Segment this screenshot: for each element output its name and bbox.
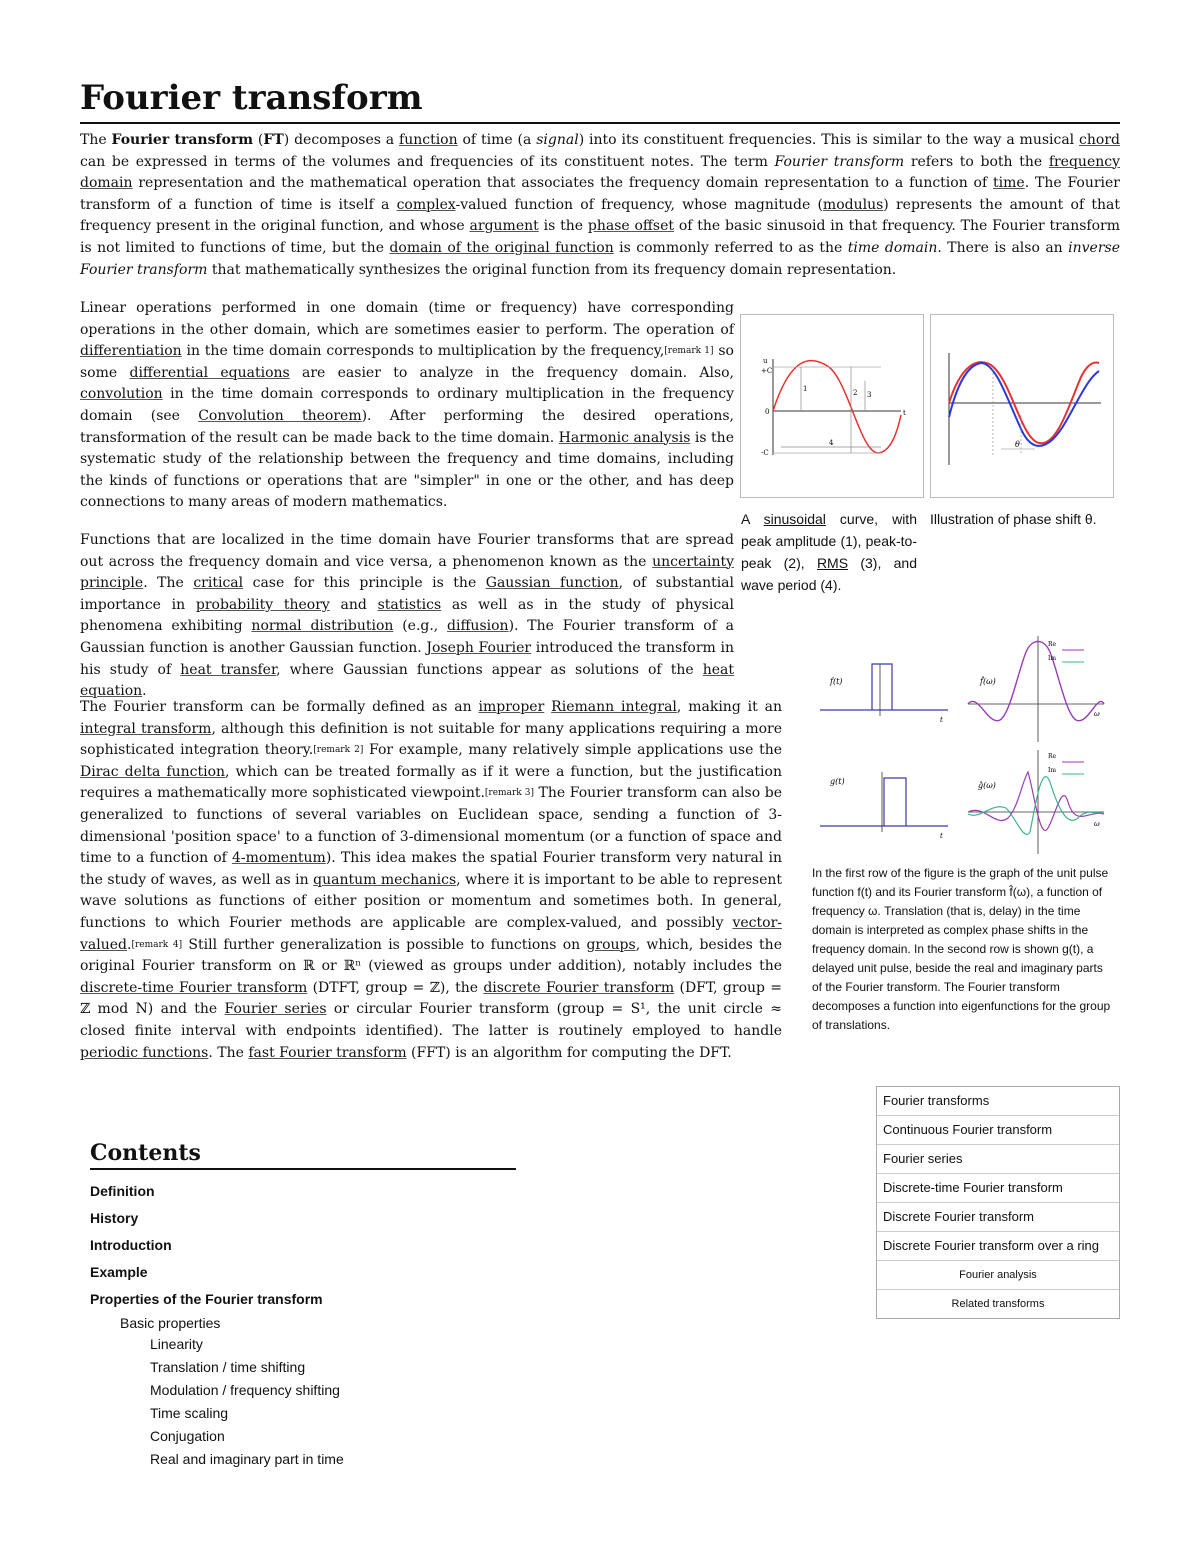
pulse-graphs [812, 632, 1112, 858]
gt-label: g(t) [830, 777, 845, 786]
link-groups[interactable]: groups [586, 936, 636, 953]
blue-wave [949, 363, 1099, 446]
gt-pulse [884, 778, 906, 826]
gt-t-label: t [940, 832, 943, 840]
link-fourier-series[interactable]: Fourier series [224, 1001, 327, 1018]
link-differential-equations[interactable]: differential equations [129, 364, 290, 381]
contents-title: Contents [90, 1140, 516, 1170]
link-heat-equation[interactable]: heat equation [80, 661, 734, 700]
link-4-momentum[interactable]: 4-momentum [232, 850, 326, 867]
link-dft[interactable]: discrete Fourier transform [483, 979, 675, 996]
sinusoid-caption: A sinusoidal curve, with peak amplitude (1), peak-to-peak (2), RMS (3), and wave period (4). [741, 511, 917, 593]
page-title: Fourier transform [80, 78, 1120, 124]
legend-re-bottom: Re [1048, 753, 1057, 760]
label-theta: θ [1015, 440, 1020, 449]
gw-omega-label: ω [1094, 820, 1100, 828]
link-function[interactable]: function [399, 132, 458, 148]
label-plus-c: +C [761, 367, 773, 375]
link-critical[interactable]: critical [193, 575, 244, 592]
navbox-item[interactable]: Continuous Fourier transform [877, 1116, 1119, 1145]
navbox-item[interactable]: Discrete-time Fourier transform [877, 1174, 1119, 1203]
fw-label: f̂(ω) [980, 677, 996, 686]
ft-pulse [872, 664, 892, 710]
link-time[interactable]: time [993, 175, 1025, 192]
link-domain[interactable]: domain of the original function [389, 239, 614, 256]
link-convolution[interactable]: convolution [80, 386, 163, 403]
phase-shift-figure[interactable] [930, 314, 1114, 498]
pulse-caption: In the first row of the figure is the graph of the unit pulse function f(t) and its Fourier transform f̂(ω), a function of frequency ω. Translation (that is, delay) in the time domain is interpreted as complex phase shifts in the frequency domain. In the second row is shown g(t), a delayed unit pulse, beside the real and imaginary parts of the Fourier transform. The Fourier transform decomposes a function into eigenfunctions for the group of translations. [812, 866, 1111, 1032]
link-complex[interactable]: complex [396, 196, 456, 213]
pulse-figure[interactable] [812, 632, 1112, 858]
remark-3[interactable]: [remark 3] [484, 788, 534, 799]
toc-basic-properties[interactable]: Basic properties [120, 1315, 221, 1331]
navbox-item[interactable]: Discrete Fourier transform over a ring [877, 1232, 1119, 1261]
sine-curve [773, 361, 901, 453]
label-minus-c: -C [761, 449, 769, 457]
intro-paragraph: The Fourier transform (FT) decomposes a function of time (a signal) into its constituent frequencies. This is similar to the way a musical chord can be expressed in terms of the volumes and frequencies of its constituent notes. The term Fourier transform refers to both the frequency domain representation and the mathematical operation that associates the frequency domain representation to a function of time. The Fourier transform of a function of time is itself a complex-valued function of frequency, whose magnitude (modulus) represents the amount of that frequency present in the original function, and whose argument is the phase offset of the basic sinusoid in that frequency. The Fourier transform is not limited to functions of time, but the domain of the original function is commonly referred to as the time domain. There is also an inverse Fourier transform that mathematically synthesizes the original function from its frequency domain representation. [80, 132, 1121, 278]
gw-label: ĝ(ω) [978, 781, 996, 790]
toc-example[interactable]: Example [90, 1264, 148, 1280]
link-rms[interactable]: RMS [816, 555, 849, 571]
link-argument[interactable]: argument [469, 218, 539, 235]
link-periodic-functions[interactable]: periodic functions [80, 1044, 209, 1061]
navbox-header[interactable]: Fourier transforms [877, 1087, 1119, 1116]
legend-im-bottom: Im [1048, 767, 1057, 774]
ft-label: f(t) [830, 677, 843, 686]
toc-modulation[interactable]: Modulation / frequency shifting [150, 1382, 340, 1398]
navbox-related-transforms[interactable]: Related transforms [951, 1298, 1045, 1310]
link-differentiation[interactable]: differentiation [80, 343, 182, 360]
label-2: 2 [853, 389, 858, 397]
fw-omega-label: ω [1094, 710, 1100, 718]
toc-introduction[interactable]: Introduction [90, 1237, 172, 1253]
link-convolution-theorem[interactable]: Convolution theorem [198, 407, 362, 424]
label-zero: 0 [765, 408, 770, 416]
link-heat-transfer[interactable]: heat transfer [180, 661, 277, 678]
fourier-transforms-navbox [876, 1086, 1120, 1319]
definition-paragraph: The Fourier transform can be formally defined as an improper Riemann integral, making it an integral transform, although this definition is not suitable for many applications requiring a more sophisticated integration theory.[remark 2] For example, many relatively simple applications use the Dirac delta function, which can be treated formally as if it were a function, but the justification requires a mathematically more sophisticated viewpoint.[remark 3] The Fourier transform can also be generalized to functions of several variables on Euclidean space, sending a function of 3-dimensional 'position space' to a function of 3-dimensional momentum (or a function of space and time to a function of 4-momentum). This idea makes the spatial Fourier transform very natural in the study of waves, as well as in quantum mechanics, where it is important to be able to represent wave solutions as functions of either position or momentum and sometimes both. In general, functions to which Fourier methods are applicable are complex-valued, and possibly vector-valued.[remark 4] Still further generalization is possible to functions on groups, which, besides the original Fourier transform on ℝ or ℝⁿ (viewed as groups under addition), notably includes the discrete-time Fourier transform (DTFT, group = ℤ), the discrete Fourier transform (DFT, group = ℤ mod N) and the Fourier series or circular Fourier transform (group = S¹, the unit circle ≈ closed finite interval with endpoints identified). The latter is routinely employed to handle periodic functions. The fast Fourier transform (FFT) is an algorithm for computing the DFT. [80, 699, 782, 1061]
link-diffusion[interactable]: diffusion [447, 618, 509, 635]
ft-t-label: t [940, 716, 943, 724]
link-dtft[interactable]: discrete-time Fourier transform [80, 979, 308, 996]
legend-re-top: Re [1048, 641, 1057, 648]
link-uncertainty-principle[interactable]: uncertainty principle [80, 553, 734, 592]
link-sinusoidal[interactable]: sinusoidal [763, 511, 826, 527]
remark-4[interactable]: [remark 4] [131, 939, 183, 950]
link-fft[interactable]: fast Fourier transform [248, 1044, 407, 1061]
remark-1[interactable]: [remark 1] [664, 346, 714, 357]
link-integral-transform[interactable]: integral transform [80, 720, 212, 737]
link-probability-theory[interactable]: probability theory [195, 596, 330, 613]
legend-im-top: Im [1048, 655, 1057, 662]
link-phase-offset[interactable]: phase offset [587, 218, 674, 235]
link-dirac-delta[interactable]: Dirac delta function [80, 763, 226, 780]
label-1: 1 [803, 385, 808, 393]
label-t: t [903, 409, 906, 417]
link-joseph-fourier[interactable]: Joseph Fourier [426, 639, 532, 656]
sinusoid-figure[interactable] [740, 314, 924, 498]
toc-linearity[interactable]: Linearity [150, 1336, 203, 1352]
toc-real-imaginary[interactable]: Real and imaginary part in time [150, 1451, 344, 1467]
navbox-fourier-analysis[interactable]: Fourier analysis [877, 1261, 1119, 1290]
phase-shift-caption: Illustration of phase shift θ. [930, 511, 1097, 527]
label-u: u [763, 357, 768, 365]
label-4: 4 [829, 439, 834, 447]
sinusoid-graph [741, 315, 923, 497]
table-of-contents [90, 1140, 516, 1471]
link-quantum-mechanics[interactable]: quantum mechanics [313, 871, 457, 888]
remark-2[interactable]: [remark 2] [313, 745, 364, 756]
link-normal-distribution[interactable]: normal distribution [251, 618, 394, 635]
uncertainty-paragraph: Functions that are localized in the time domain have Fourier transforms that are spread out across the frequency domain and vice versa, a phenomenon known as the uncertainty principle. The critical case for this principle is the Gaussian function, of substantial importance in probability theory and statistics as well as in the study of physical phenomena exhibiting normal distribution (e.g., diffusion). The Fourier transform of a Gaussian function is another Gaussian function. Joseph Fourier introduced the transform in his study of heat transfer, where Gaussian functions appear as solutions of the heat equation. [80, 532, 735, 700]
navbox-item[interactable]: Fourier series [877, 1145, 1119, 1174]
label-3: 3 [867, 391, 872, 399]
toc-conjugation[interactable]: Conjugation [150, 1428, 225, 1444]
navbox-item[interactable]: Discrete Fourier transform [877, 1203, 1119, 1232]
toc-time-scaling[interactable]: Time scaling [150, 1405, 229, 1421]
link-harmonic-analysis[interactable]: Harmonic analysis [558, 429, 691, 446]
phase-shift-graph [931, 315, 1113, 497]
link-vector-valued[interactable]: vector-valued [80, 914, 782, 953]
link-statistics[interactable]: statistics [377, 596, 442, 613]
link-gaussian-function[interactable]: Gaussian function [485, 575, 619, 592]
toc-translation[interactable]: Translation / time shifting [150, 1359, 306, 1375]
toc-history[interactable]: History [90, 1210, 139, 1226]
link-chord[interactable]: chord [1079, 132, 1120, 148]
linear-operations-paragraph: Linear operations performed in one domain (time or frequency) have corresponding operations in the other domain, which are sometimes easier to perform. The operation of differentiation in the time domain corresponds to multiplication by the frequency,[remark 1] so some differential equations are easier to analyze in the frequency domain. Also, convolution in the time domain corresponds to ordinary multiplication in the frequency domain (see Convolution theorem). After performing the desired operations, transformation of the result can be made back to the time domain. Harmonic analysis is the systematic study of the relationship between the frequency and time domains, including the kinds of functions or operations that are "simpler" in one or the other, and has deep connections to many areas of modern mathematics. [80, 300, 735, 511]
toc-properties[interactable]: Properties of the Fourier transform [90, 1291, 323, 1307]
link-modulus[interactable]: modulus [822, 196, 884, 213]
link-improper[interactable]: improper [478, 699, 545, 715]
link-riemann-integral[interactable]: Riemann integral [551, 699, 677, 715]
link-frequency-domain[interactable]: frequency domain [80, 153, 1121, 192]
toc-definition[interactable]: Definition [90, 1183, 155, 1199]
